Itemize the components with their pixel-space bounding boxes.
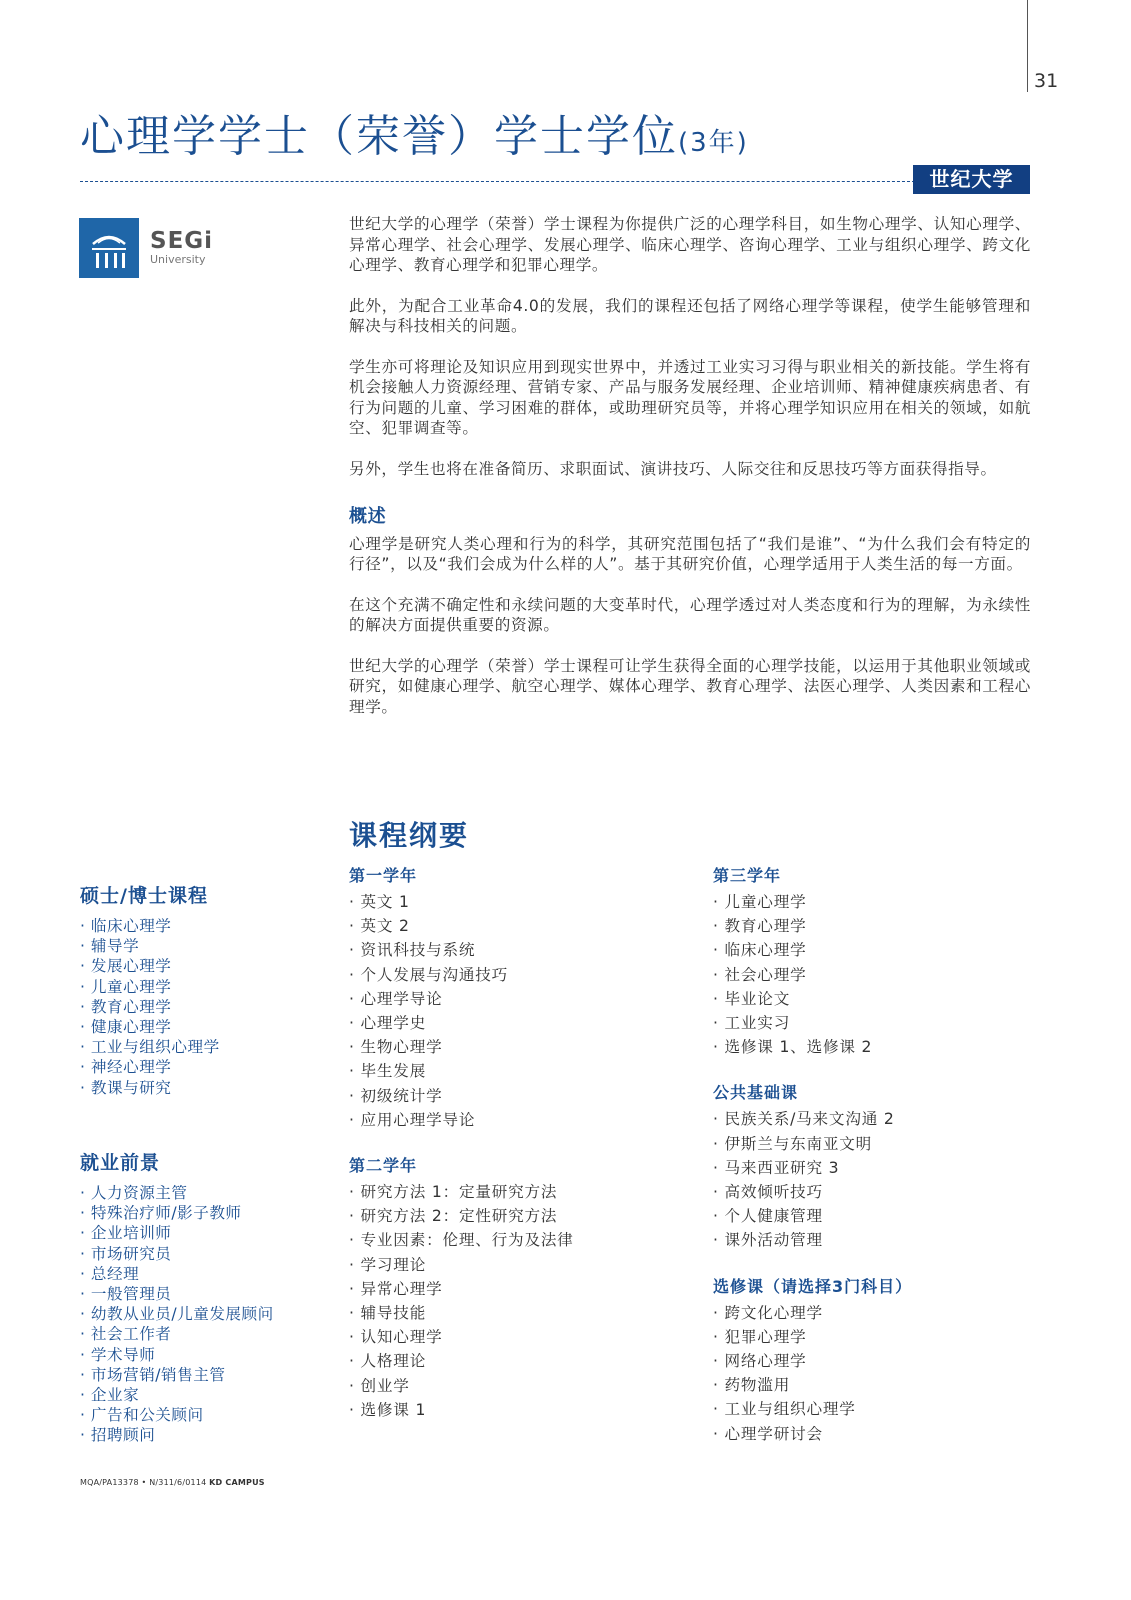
list-item: · 异常心理学: [349, 1277, 689, 1301]
year1-title: 第一学年: [349, 866, 418, 885]
list-item: · 工业实习: [713, 1011, 1033, 1035]
careers-section: [80, 1148, 330, 1446]
year3-list: [713, 890, 1033, 1059]
electives-list: [713, 1301, 1033, 1446]
general-courses-title: 公共基础课: [713, 1083, 799, 1103]
list-item: · 毕业论文: [713, 987, 1033, 1011]
footer-code: MQA/PA13378 • N/311/6/0114: [80, 1478, 207, 1487]
footer-accreditation: [80, 1478, 265, 1487]
logo-subtitle: University: [150, 253, 206, 266]
general-courses-list: [713, 1107, 1033, 1252]
list-item: · 网络心理学: [713, 1349, 1033, 1373]
list-item: · 心理学导论: [349, 987, 689, 1011]
page-title: [80, 100, 749, 164]
list-item: · 儿童心理学: [80, 977, 330, 997]
list-item: · 选修课 1、选修课 2: [713, 1035, 1033, 1059]
year3-title: 第三学年: [713, 866, 782, 885]
list-item: · 教课与研究: [80, 1078, 330, 1098]
page-edge-line: [1027, 0, 1028, 92]
list-item: · 创业学: [349, 1374, 689, 1398]
list-item: · 企业培训师: [80, 1223, 330, 1243]
list-item: · 一般管理员: [80, 1284, 330, 1304]
list-item: · 应用心理学导论: [349, 1108, 689, 1132]
list-item: · 社会心理学: [713, 963, 1033, 987]
list-item: · 发展心理学: [80, 956, 330, 976]
list-item: · 健康心理学: [80, 1017, 330, 1037]
title-duration: (3年): [678, 128, 749, 158]
list-item: · 临床心理学: [713, 938, 1033, 962]
list-item: · 幼教从业员/儿童发展顾问: [80, 1304, 330, 1324]
careers-title: 就业前景: [80, 1152, 161, 1174]
list-item: · 伊斯兰与东南亚文明: [713, 1132, 1033, 1156]
year1-list: [349, 890, 689, 1132]
careers-list: [80, 1183, 330, 1446]
title-main: 心理学学士（荣誉）学士学位: [80, 111, 678, 162]
list-item: · 个人发展与沟通技巧: [349, 963, 689, 987]
overview-paragraph: 心理学是研究人类心理和行为的科学，其研究范围包括了“我们是谁”、“为什么我们会有特定的行径”，以及“我们会成为什么样的人”。基于其研究价值，心理学适用于人类生活的每一方面。: [349, 534, 1031, 573]
footer-campus: KD CAMPUS: [209, 1478, 265, 1487]
list-item: · 心理学史: [349, 1011, 689, 1035]
syllabus-column-right: [713, 866, 1033, 1446]
list-item: · 个人健康管理: [713, 1204, 1033, 1228]
list-item: · 学习理论: [349, 1253, 689, 1277]
list-item: · 毕生发展: [349, 1059, 689, 1083]
postgrad-list: [80, 916, 330, 1098]
list-item: · 英文 2: [349, 914, 689, 938]
list-item: · 选修课 1: [349, 1398, 689, 1422]
list-item: · 特殊治疗师/影子教师: [80, 1203, 330, 1223]
list-item: · 认知心理学: [349, 1325, 689, 1349]
list-item: · 心理学研讨会: [713, 1422, 1033, 1446]
list-item: · 总经理: [80, 1264, 330, 1284]
list-item: · 招聘顾问: [80, 1425, 330, 1445]
list-item: · 高效倾听技巧: [713, 1180, 1033, 1204]
intro-paragraph: 学生亦可将理论及知识应用到现实世界中，并透过工业实习习得与职业相关的新技能。学生将有机会接触人力资源经理、营销专家、产品与服务发展经理、企业培训师、精神健康疾病患者、有行为问题的儿童、学习困难的群体，或助理研究员等，并将心理学知识应用在相关的领域，如航空、犯罪调查等。: [349, 357, 1031, 437]
list-item: · 人力资源主管: [80, 1183, 330, 1203]
postgrad-section: [80, 881, 330, 1098]
list-item: · 工业与组织心理学: [80, 1037, 330, 1057]
list-item: · 课外活动管理: [713, 1228, 1033, 1252]
intro-paragraph: 世纪大学的心理学（荣誉）学士课程为你提供广泛的心理学科目，如生物心理学、认知心理学、异常心理学、社会心理学、发展心理学、临床心理学、咨询心理学、工业与组织心理学、跨文化心理学、教育心理学和犯罪心理学。: [349, 215, 1031, 274]
list-item: · 学术导师: [80, 1345, 330, 1365]
list-item: · 民族关系/马来文沟通 2: [713, 1107, 1033, 1131]
list-item: · 广告和公关顾问: [80, 1405, 330, 1425]
list-item: · 神经心理学: [80, 1057, 330, 1077]
list-item: · 研究方法 1：定量研究方法: [349, 1180, 689, 1204]
university-badge: 世纪大学: [913, 165, 1030, 194]
list-item: · 市场营销/销售主管: [80, 1365, 330, 1385]
list-item: · 工业与组织心理学: [713, 1397, 1033, 1421]
syllabus-column-left: [349, 866, 689, 1422]
logo-name: SEGi: [150, 228, 214, 254]
list-item: · 企业家: [80, 1385, 330, 1405]
list-item: · 资讯科技与系统: [349, 938, 689, 962]
year2-title: 第二学年: [349, 1156, 418, 1176]
list-item: · 初级统计学: [349, 1084, 689, 1108]
title-divider: [80, 181, 915, 182]
list-item: · 教育心理学: [80, 997, 330, 1017]
year2-list: [349, 1180, 689, 1422]
list-item: · 犯罪心理学: [713, 1325, 1033, 1349]
list-item: · 社会工作者: [80, 1324, 330, 1344]
electives-title: 选修课（请选择3门科目）: [713, 1276, 913, 1296]
list-item: · 英文 1: [349, 890, 689, 914]
list-item: · 跨文化心理学: [713, 1301, 1033, 1325]
list-item: · 市场研究员: [80, 1244, 330, 1264]
logo-emblem-icon: [79, 218, 139, 278]
postgrad-title: 硕士/博士课程: [80, 885, 208, 907]
page-number: 31: [1034, 70, 1059, 92]
list-item: · 儿童心理学: [713, 890, 1033, 914]
list-item: · 临床心理学: [80, 916, 330, 936]
syllabus-heading: 课程纲要: [349, 819, 470, 852]
list-item: · 马来西亚研究 3: [713, 1156, 1033, 1180]
overview-paragraph: 世纪大学的心理学（荣誉）学士课程可让学生获得全面的心理学技能，以运用于其他职业领域或研究，如健康心理学、航空心理学、媒体心理学、教育心理学、法医心理学、人类因素和工程心理学。: [349, 656, 1031, 716]
list-item: · 生物心理学: [349, 1035, 689, 1059]
list-item: · 研究方法 2：定性研究方法: [349, 1204, 689, 1228]
list-item: · 辅导技能: [349, 1301, 689, 1325]
segi-logo: [79, 218, 213, 278]
list-item: · 专业因素：伦理、行为及法律: [349, 1228, 689, 1252]
overview-heading: 概述: [349, 506, 387, 527]
list-item: · 教育心理学: [713, 914, 1033, 938]
list-item: · 人格理论: [349, 1349, 689, 1373]
list-item: · 药物滥用: [713, 1373, 1033, 1397]
intro-paragraph: 另外，学生也将在准备简历、求职面试、演讲技巧、人际交往和反思技巧等方面获得指导。: [349, 459, 997, 478]
overview-paragraph: 在这个充满不确定性和永续问题的大变革时代，心理学透过对人类态度和行为的理解，为永续性的解决方面提供重要的资源。: [349, 595, 1031, 634]
intro-paragraph: 此外，为配合工业革命4.0的发展，我们的课程还包括了网络心理学等课程，使学生能够管理和解决与科技相关的问题。: [349, 296, 1031, 335]
list-item: · 辅导学: [80, 936, 330, 956]
intro-section: [349, 214, 1031, 737]
